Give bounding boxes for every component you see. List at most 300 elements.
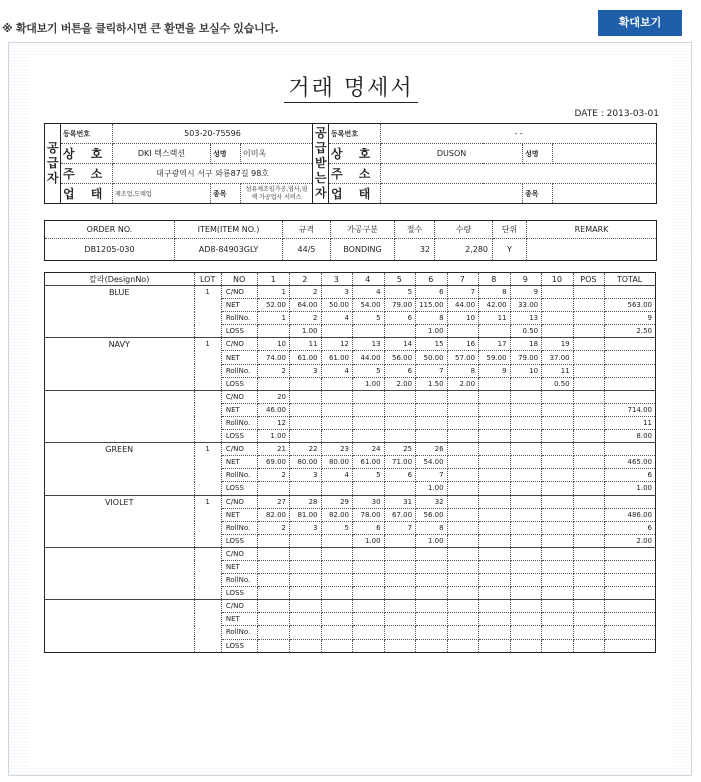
detail-header-cell: 8	[479, 273, 511, 286]
value-cell	[542, 508, 574, 521]
value-cell	[289, 403, 321, 416]
value-cell: 67.00	[384, 508, 416, 521]
value-cell: 30	[353, 495, 385, 508]
value-cell	[353, 626, 385, 639]
value-cell	[384, 587, 416, 600]
value-cell: 3	[321, 286, 353, 299]
value-cell	[289, 626, 321, 639]
value-cell	[416, 390, 448, 403]
value-cell: 5	[353, 312, 385, 325]
value-cell	[479, 495, 511, 508]
detail-header-cell: 7	[447, 273, 479, 286]
row-kind-label: RollNo.	[221, 364, 258, 377]
value-cell	[289, 377, 321, 390]
value-cell	[479, 547, 511, 560]
value-cell	[384, 639, 416, 652]
value-cell: 8	[416, 521, 448, 534]
value-cell	[416, 430, 448, 443]
supplier-reg-label: 등록번호	[61, 124, 113, 144]
row-kind-label: C/NO	[221, 547, 258, 560]
order-header-row	[45, 221, 657, 239]
supplier-item-label: 종목	[211, 184, 241, 204]
document-title-wrap	[29, 71, 673, 102]
value-cell	[447, 430, 479, 443]
value-cell: 79.00	[384, 299, 416, 312]
value-cell: 19	[542, 338, 574, 351]
pos-cell	[573, 560, 605, 573]
value-cell: 12	[321, 338, 353, 351]
value-cell	[479, 377, 511, 390]
value-cell: 2	[258, 521, 290, 534]
value-cell: 3	[289, 521, 321, 534]
detail-header-cell: 3	[321, 273, 353, 286]
value-cell: 56.00	[416, 508, 448, 521]
value-cell: 20	[258, 390, 290, 403]
pos-cell	[573, 390, 605, 403]
value-cell: 1	[258, 312, 290, 325]
document-date: DATE : 2013-03-01	[574, 109, 659, 119]
detail-row	[45, 443, 656, 456]
design-name: BLUE	[45, 286, 195, 338]
value-cell: 26	[416, 443, 448, 456]
value-cell	[384, 390, 416, 403]
value-cell	[416, 560, 448, 573]
document-title: 거래 명세서	[284, 76, 417, 103]
value-cell: 24	[353, 443, 385, 456]
notice-text: ※ 확대보기 버튼을 클릭하시면 큰 환면을 보실수 있습니다.	[2, 22, 279, 35]
supplier-name-label: 상 호	[61, 144, 113, 164]
value-cell: 29	[321, 495, 353, 508]
pos-cell	[573, 377, 605, 390]
value-cell: 6	[384, 364, 416, 377]
value-cell: 23	[321, 443, 353, 456]
value-cell: 15	[416, 338, 448, 351]
total-cell: 714.00	[605, 403, 656, 416]
value-cell	[510, 403, 542, 416]
pos-cell	[573, 534, 605, 547]
value-cell	[510, 600, 542, 613]
value-cell	[384, 430, 416, 443]
value-cell: 17	[479, 338, 511, 351]
row-kind-label: RollNo.	[221, 626, 258, 639]
total-cell	[605, 560, 656, 573]
design-name: GREEN	[45, 443, 195, 495]
value-cell	[384, 600, 416, 613]
enlarge-button[interactable]: 확대보기	[598, 10, 682, 36]
order-header-cell: 단위	[493, 221, 527, 239]
value-cell	[321, 534, 353, 547]
total-cell	[605, 639, 656, 652]
value-cell: 80.00	[321, 456, 353, 469]
value-cell: 2	[289, 312, 321, 325]
detail-header-cell: TOTAL	[605, 273, 656, 286]
total-cell	[605, 377, 656, 390]
row-kind-label: NET	[221, 351, 258, 364]
total-cell	[605, 574, 656, 587]
value-cell: 52.00	[258, 299, 290, 312]
pos-cell	[573, 574, 605, 587]
value-cell	[353, 639, 385, 652]
value-cell	[289, 390, 321, 403]
value-cell	[289, 613, 321, 626]
total-cell: 1.00	[605, 482, 656, 495]
pos-cell	[573, 351, 605, 364]
value-cell	[542, 521, 574, 534]
value-cell	[510, 377, 542, 390]
value-cell	[353, 325, 385, 338]
value-cell	[510, 443, 542, 456]
value-cell: 2.00	[447, 377, 479, 390]
value-cell	[542, 482, 574, 495]
value-cell	[289, 600, 321, 613]
value-cell	[416, 600, 448, 613]
pos-cell	[573, 587, 605, 600]
total-cell	[605, 547, 656, 560]
value-cell: 59.00	[479, 351, 511, 364]
pos-cell	[573, 416, 605, 429]
pos-cell	[573, 626, 605, 639]
value-cell	[384, 325, 416, 338]
value-cell	[447, 613, 479, 626]
receiver-item-value	[553, 184, 657, 204]
value-cell	[258, 377, 290, 390]
lot-number: 1	[195, 443, 221, 495]
value-cell	[353, 560, 385, 573]
receiver-biz-value	[381, 184, 523, 204]
supplier-reg-value: 503-20-75596	[113, 124, 313, 144]
total-cell: 2.50	[605, 325, 656, 338]
value-cell	[447, 587, 479, 600]
detail-header-cell: NO	[221, 273, 258, 286]
value-cell	[321, 626, 353, 639]
supplier-addr-value: 대구광역시 서구 와룡87길 98호	[113, 164, 313, 184]
supplier-name-value: DKI 텍스랙션	[113, 144, 211, 164]
value-cell	[447, 560, 479, 573]
value-cell: 1	[258, 286, 290, 299]
value-cell	[321, 574, 353, 587]
value-cell	[289, 560, 321, 573]
row-kind-label: LOSS	[221, 377, 258, 390]
detail-header-cell: LOT	[195, 273, 221, 286]
row-kind-label: NET	[221, 508, 258, 521]
total-cell: 6	[605, 469, 656, 482]
row-kind-label: C/NO	[221, 338, 258, 351]
pos-cell	[573, 600, 605, 613]
value-cell: 5	[353, 364, 385, 377]
detail-header-cell: 10	[542, 273, 574, 286]
value-cell	[479, 482, 511, 495]
value-cell: 25	[384, 443, 416, 456]
detail-header-row	[45, 273, 656, 286]
value-cell: 57.00	[447, 351, 479, 364]
value-cell: 78.00	[353, 508, 385, 521]
value-cell	[384, 574, 416, 587]
supplier-addr-label: 주 소	[61, 164, 113, 184]
receiver-name-label: 상 호	[329, 144, 381, 164]
value-cell	[447, 482, 479, 495]
value-cell	[542, 390, 574, 403]
pos-cell	[573, 521, 605, 534]
value-cell: 7	[447, 286, 479, 299]
value-cell	[510, 456, 542, 469]
value-cell: 1.00	[416, 325, 448, 338]
pos-cell	[573, 403, 605, 416]
value-cell: 21	[258, 443, 290, 456]
value-cell	[542, 416, 574, 429]
value-cell	[416, 403, 448, 416]
value-cell	[321, 639, 353, 652]
total-cell	[605, 626, 656, 639]
pos-cell	[573, 325, 605, 338]
value-cell: 2.00	[384, 377, 416, 390]
detail-row	[45, 390, 656, 403]
value-cell	[479, 587, 511, 600]
value-cell: 2	[258, 469, 290, 482]
value-cell	[510, 639, 542, 652]
pos-cell	[573, 430, 605, 443]
row-kind-label: LOSS	[221, 482, 258, 495]
order-header-cell: 규격	[283, 221, 331, 239]
value-cell	[447, 508, 479, 521]
supplier-side-label: 공급자	[45, 124, 61, 204]
total-cell: 486.00	[605, 508, 656, 521]
value-cell	[542, 639, 574, 652]
value-cell	[510, 560, 542, 573]
value-cell	[321, 600, 353, 613]
value-cell	[479, 574, 511, 587]
detail-header-cell: 칼라(DesignNo)	[45, 273, 195, 286]
value-cell: 2	[289, 286, 321, 299]
value-cell	[321, 613, 353, 626]
value-cell	[447, 626, 479, 639]
order-value-cell: DB1205-030	[45, 239, 175, 261]
value-cell: 54.00	[353, 299, 385, 312]
value-cell: 8	[479, 286, 511, 299]
value-cell: 22	[289, 443, 321, 456]
value-cell	[258, 613, 290, 626]
value-cell	[258, 547, 290, 560]
row-kind-label: C/NO	[221, 286, 258, 299]
value-cell	[289, 574, 321, 587]
value-cell	[479, 443, 511, 456]
receiver-addr-value	[381, 164, 657, 184]
value-cell	[542, 626, 574, 639]
design-name: NAVY	[45, 338, 195, 390]
value-cell	[542, 534, 574, 547]
order-header-cell: 절수	[395, 221, 435, 239]
value-cell	[510, 416, 542, 429]
design-name	[45, 547, 195, 599]
row-kind-label: LOSS	[221, 430, 258, 443]
lot-number: 1	[195, 338, 221, 390]
total-cell: 9	[605, 312, 656, 325]
value-cell	[416, 547, 448, 560]
value-cell: 61.00	[289, 351, 321, 364]
order-value-cell: BONDING	[331, 239, 395, 261]
detail-header-cell: POS	[573, 273, 605, 286]
value-cell: 9	[510, 286, 542, 299]
order-value-row	[45, 239, 657, 261]
value-cell	[479, 560, 511, 573]
value-cell: 11	[289, 338, 321, 351]
order-header-cell: ORDER NO.	[45, 221, 175, 239]
total-cell	[605, 495, 656, 508]
value-cell: 1.00	[416, 534, 448, 547]
pos-cell	[573, 508, 605, 521]
value-cell	[510, 574, 542, 587]
value-cell	[353, 482, 385, 495]
pos-cell	[573, 456, 605, 469]
order-value-cell: AD8-84903GLY	[175, 239, 283, 261]
row-kind-label: NET	[221, 299, 258, 312]
value-cell: 13	[353, 338, 385, 351]
value-cell	[479, 390, 511, 403]
value-cell	[353, 416, 385, 429]
order-value-cell: 2,280	[435, 239, 493, 261]
value-cell	[510, 534, 542, 547]
value-cell: 42.00	[479, 299, 511, 312]
value-cell	[447, 325, 479, 338]
value-cell	[353, 430, 385, 443]
value-cell	[447, 469, 479, 482]
value-cell	[321, 390, 353, 403]
value-cell	[479, 534, 511, 547]
row-kind-label: RollNo.	[221, 312, 258, 325]
total-cell	[605, 351, 656, 364]
value-cell	[416, 574, 448, 587]
value-cell	[542, 312, 574, 325]
lot-number	[195, 600, 221, 652]
value-cell	[447, 521, 479, 534]
value-cell: 8	[447, 364, 479, 377]
supplier-biz-label: 업 태	[61, 184, 113, 204]
value-cell: 11	[479, 312, 511, 325]
value-cell	[447, 456, 479, 469]
value-cell	[510, 613, 542, 626]
detail-header-cell: 6	[416, 273, 448, 286]
total-cell	[605, 443, 656, 456]
total-cell: 8.00	[605, 430, 656, 443]
value-cell	[384, 403, 416, 416]
pos-cell	[573, 482, 605, 495]
value-cell: 7	[416, 364, 448, 377]
lot-number	[195, 547, 221, 599]
receiver-reg-value: - -	[381, 124, 657, 144]
value-cell	[447, 495, 479, 508]
value-cell	[321, 325, 353, 338]
value-cell	[321, 482, 353, 495]
design-name: VIOLET	[45, 495, 195, 547]
value-cell	[479, 325, 511, 338]
value-cell: 6	[416, 286, 448, 299]
row-kind-label: C/NO	[221, 600, 258, 613]
value-cell	[258, 534, 290, 547]
supplier-item-value: 섬유제조임가공,염사,염색 가공업사 서비스	[241, 184, 313, 204]
value-cell: 7	[416, 469, 448, 482]
receiver-side-label: 공급받는자	[313, 124, 329, 204]
value-cell: 115.00	[416, 299, 448, 312]
value-cell	[321, 560, 353, 573]
value-cell: 28	[289, 495, 321, 508]
value-cell	[416, 416, 448, 429]
value-cell: 50.00	[321, 299, 353, 312]
value-cell: 1.00	[258, 430, 290, 443]
value-cell	[289, 430, 321, 443]
value-cell	[258, 325, 290, 338]
value-cell: 50.00	[416, 351, 448, 364]
total-cell	[605, 286, 656, 299]
pos-cell	[573, 495, 605, 508]
pos-cell	[573, 613, 605, 626]
value-cell: 10	[258, 338, 290, 351]
total-cell	[605, 338, 656, 351]
detail-header-cell: 1	[258, 273, 290, 286]
value-cell	[479, 600, 511, 613]
total-cell	[605, 587, 656, 600]
value-cell: 74.00	[258, 351, 290, 364]
value-cell	[510, 521, 542, 534]
value-cell: 54.00	[416, 456, 448, 469]
value-cell	[479, 521, 511, 534]
row-kind-label: LOSS	[221, 587, 258, 600]
value-cell	[447, 534, 479, 547]
value-cell	[447, 547, 479, 560]
value-cell: 82.00	[258, 508, 290, 521]
order-header-cell: 가공구분	[331, 221, 395, 239]
value-cell: 5	[384, 286, 416, 299]
value-cell	[510, 390, 542, 403]
value-cell	[479, 403, 511, 416]
row-kind-label: LOSS	[221, 325, 258, 338]
value-cell	[542, 495, 574, 508]
value-cell: 61.00	[321, 351, 353, 364]
party-header-table	[44, 123, 657, 204]
pos-cell	[573, 443, 605, 456]
value-cell	[384, 626, 416, 639]
value-cell	[542, 560, 574, 573]
total-cell: 465.00	[605, 456, 656, 469]
value-cell	[510, 495, 542, 508]
value-cell	[289, 534, 321, 547]
invoice-document	[29, 55, 673, 767]
value-cell: 1.00	[289, 325, 321, 338]
value-cell	[542, 430, 574, 443]
pos-cell	[573, 286, 605, 299]
row-kind-label: RollNo.	[221, 416, 258, 429]
value-cell: 56.00	[384, 351, 416, 364]
value-cell: 6	[384, 469, 416, 482]
pos-cell	[573, 312, 605, 325]
value-cell: 80.00	[289, 456, 321, 469]
value-cell: 5	[321, 521, 353, 534]
value-cell	[447, 443, 479, 456]
row-kind-label: RollNo.	[221, 469, 258, 482]
value-cell	[321, 377, 353, 390]
value-cell	[258, 574, 290, 587]
receiver-addr-label: 주 소	[329, 164, 381, 184]
value-cell: 10	[510, 364, 542, 377]
value-cell	[258, 600, 290, 613]
detail-row	[45, 495, 656, 508]
row-kind-label: C/NO	[221, 390, 258, 403]
value-cell	[289, 547, 321, 560]
detail-header-cell: 5	[384, 273, 416, 286]
value-cell: 81.00	[289, 508, 321, 521]
value-cell	[542, 456, 574, 469]
supplier-ceo-value: 이미옥	[241, 144, 313, 164]
value-cell	[479, 626, 511, 639]
value-cell	[542, 299, 574, 312]
